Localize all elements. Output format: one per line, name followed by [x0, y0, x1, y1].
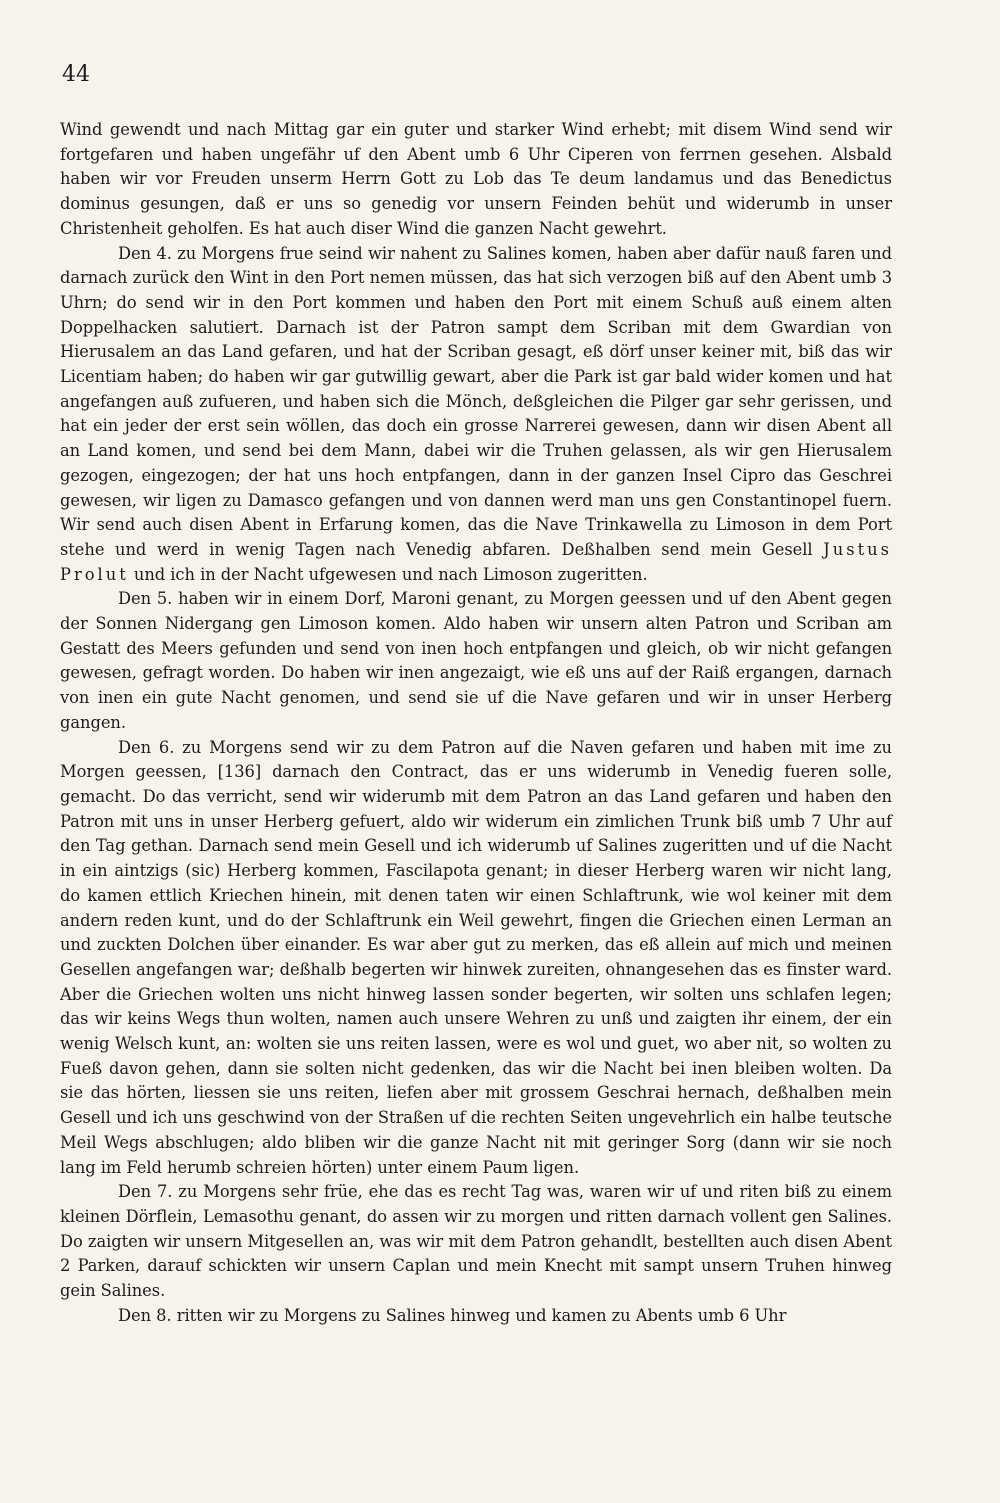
paragraph-day-7: Den 7. zu Morgens sehr früe, ehe das es recht Tag was, waren wir uf und riten biß zu einem kleinen Dörflein, Lemasothu genant, do assen wir zu morgen und ritten darnach vollent gen Salines. Do zaigten wir unsern Mitgesellen an, was wir mit dem Patron gehandlt, bestellten auch disen Abent 2 Parken, darauf schickten wir unsern Caplan und mein Knecht mit sampt unsern Truhen hinweg gein Salines.	[60, 1182, 892, 1301]
paragraph-day-5: Den 5. haben wir in einem Dorf, Maroni genant, zu Morgen geessen und uf den Abent gegen der Sonnen Nidergang gen Limoson komen. Aldo haben wir unsern alten Patron und Scriban am Gestatt des Meers gefunden und send von inen hoch entpfangen und gleich, ob wir nicht gefangen gewesen, gefragt worden. Do haben wir inen angezaigt, wie eß uns auf der Raiß ergangen, darnach von inen ein gute Nacht genomen, und send sie uf die Nave gefaren und wir in unser Herberg gangen.	[60, 589, 892, 732]
paragraph-day-4	[60, 242, 892, 588]
paragraph-day-6: Den 6. zu Morgens send wir zu dem Patron auf die Naven gefaren und haben mit ime zu Morgen geessen, [136] darnach den Contract, das er uns widerumb in Venedig fueren solle, gemacht. Do das verricht, send wir widerumb mit dem Patron an das Land gefaren und haben den Patron mit uns in unser Herberg gefuert, aldo wir widerum ein zimlichen Trunk biß umb 7 Uhr auf den Tag gethan. Darnach send mein Gesell und ich widerumb uf Salines zugeritten und uf die Nacht in ein aintzigs (sic) Herberg kommen, Fascilapota genant; in dieser Herberg waren wir nicht lang, do kamen ettlich Kriechen hinein, mit denen taten wir einen Schlaftrunk, wie wol keiner mit dem andern reden kunt, und do der Schlaftrunk ein Weil gewehrt, fingen die Griechen einen Lerman an und zuckten Dolchen über einander. Es war aber gut zu merken, das eß allein auf mich und meinen Gesellen angefangen war; deßhalb begerten wir hinwek zureiten, ohnangesehen das es finster ward. Aber die Griechen wolten uns nicht hinweg lassen sonder begerten, wir solten uns schlafen legen; das wir keins Wegs thun wolten, namen auch unsere Wehren zu unß und zaigten ihr einem, der ein wenig Welsch kunt, an: wolten sie uns reiten lassen, were es wol und guet, wo aber nit, so wolten zu Fueß davon gehen, dann sie solten nicht gedenken, das wir die Nacht bei inen bleiben wolten. Da sie das hörten, liessen sie uns reiten, liefen aber mit grossem Geschrai hernach, deßhalben mein Gesell und ich uns geschwind von der Straßen uf die rechten Seiten ungevehrlich ein halbe teutsche Meil Wegs abschlugen; aldo bliben wir die ganze Nacht nit mit geringer Sorg (dann wir sie noch lang im Feld herumb schreien hörten) unter einem Paum ligen.	[60, 737, 892, 1177]
paragraph-day-4-text: Den 4. zu Morgens frue seind wir nahent zu Salines komen, haben aber dafür nauß faren und darnach zurück den Wint in den Port nemen müssen, das hat sich verzogen biß auf den Abent umb 3 Uhrn; do send wir in den Port kommen und haben den Port mit einem Schuß auß einem alten Doppelhacken salutiert. Darnach ist der Patron sampt dem Scriban mit dem Gwardian von Hierusalem an das Land gefaren, und hat der Scriban gesagt, eß dörf unser keiner mit, biß das wir Licentiam haben; do haben wir gar gutwillig gewart, aber die Park ist gar bald wider komen und hat angefangen auß zufueren, und haben sich die Mönch, deßgleichen die Pilger gar sehr gerissen, und hat ein jeder der erst sein wöllen, das doch ein grosse Narrerei gewesen, dann wir disen Abent all an Land komen, und send bei dem Mann, dabei wir die Truhen gelassen, als wir gen Hierusalem gezogen, eingezogen; der hat uns hoch entpfangen, dann in der ganzen Insel Cipro das Geschrei gewesen, wir ligen zu Damasco gefangen und von dannen werd man uns gen Constantinopel fuern. Wir send auch disen Abent in Erfarung komen, das die Nave Trinkawella zu Limoson in dem Port stehe und werd in wenig Tagen nach Venedig abfaren. Deßhalben send mein Gesell	[60, 243, 892, 559]
paragraph-day-8: Den 8. ritten wir zu Morgens zu Salines hinweg und kamen zu Abents umb 6 Uhr	[118, 1305, 787, 1325]
spaced-name: Justus Prolut	[60, 539, 892, 584]
body-text	[60, 118, 892, 1328]
paragraph-continuation: Wind gewendt und nach Mittag gar ein guter und starker Wind erhebt; mit disem Wind send wir fortgefaren und haben ungefähr uf den Abent umb 6 Uhr Ciperen von ferrnen gesehen. Alsbald haben wir vor Freuden unserm Herrn Gott zu Lob das Te deum landamus und das Benedictus dominus gesungen, daß er uns so genedig vor unsern Feinden behüt und widerumb in unser Christenheit geholfen. Es hat auch diser Wind die ganzen Nacht gewehrt.	[60, 120, 892, 238]
page-number: 44	[62, 62, 90, 87]
paragraph-day-4-text-end: und ich in der Nacht ufgewesen und nach Limoson zugeritten.	[128, 564, 648, 584]
